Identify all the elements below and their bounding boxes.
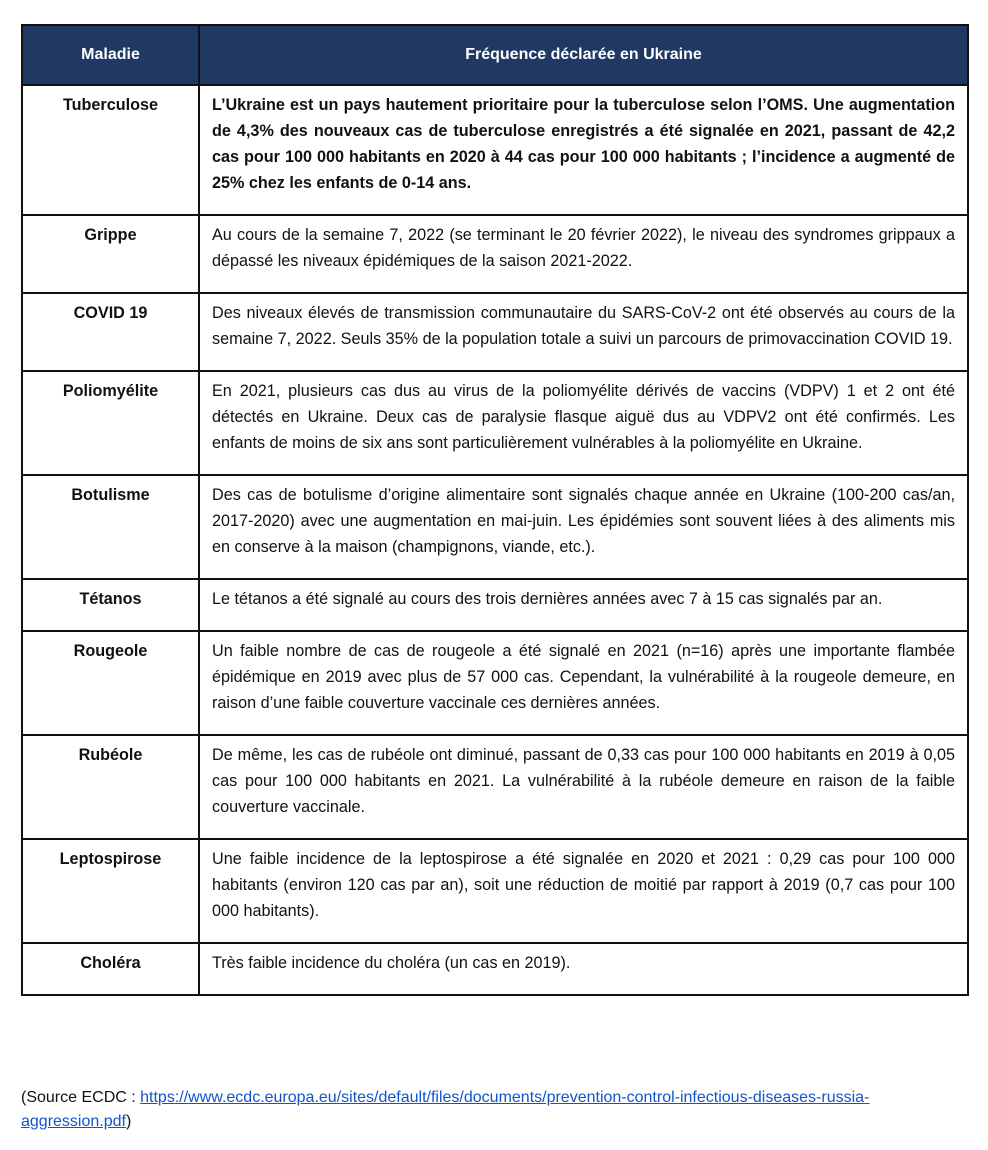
- source-prefix: (Source ECDC :: [21, 1089, 141, 1106]
- table-row: [22, 293, 968, 371]
- table-row: [22, 735, 968, 839]
- disease-description: Des cas de botulisme d’origine alimentaire sont signalés chaque année en Ukraine (100-200 cas/an, 2017-2020) avec une augmentation en mai-juin. Les épidémies sont souvent liées à des aliments mis en conserve à la maison (champignons, viande, etc.).: [199, 475, 968, 579]
- table-row: [22, 215, 968, 293]
- disease-description: Une faible incidence de la leptospirose a été signalée en 2020 et 2021 : 0,29 cas pour 100 000 habitants (environ 120 cas par an), soit une réduction de moitié par rapport à 2019 (0,7 cas pour 100 000 habitants).: [199, 839, 968, 943]
- header-disease: Maladie: [22, 25, 199, 85]
- disease-description: L’Ukraine est un pays hautement prioritaire pour la tuberculose selon l’OMS. Une augmentation de 4,3% des nouveaux cas de tuberculose enregistrés a été signalée en 2021, passant de 42,2 cas pour 100 000 habitants en 2020 à 44 cas pour 100 000 habitants ; l’incidence a augmenté de 25% chez les enfants de 0-14 ans.: [199, 85, 968, 215]
- disease-description: Très faible incidence du choléra (un cas en 2019).: [199, 943, 968, 995]
- table-row: [22, 475, 968, 579]
- disease-description: De même, les cas de rubéole ont diminué, passant de 0,33 cas pour 100 000 habitants en 2019 à 0,05 cas pour 100 000 habitants en 2021. La vulnérabilité à la rubéole demeure en raison de la faible couverture vaccinale.: [199, 735, 968, 839]
- table-row: [22, 943, 968, 995]
- disease-description: Un faible nombre de cas de rougeole a été signalé en 2021 (n=16) après une importante flambée épidémique en 2019 avec plus de 57 000 cas. Cependant, la vulnérabilité à la rougeole demeure, en raison d’une faible couverture vaccinale ces dernières années.: [199, 631, 968, 735]
- disease-description: Des niveaux élevés de transmission communautaire du SARS-CoV-2 ont été observés au cours de la semaine 7, 2022. Seuls 35% de la population totale a suivi un parcours de primovaccination COVID 19.: [199, 293, 968, 371]
- disease-frequency-table: [21, 24, 969, 996]
- disease-name: Tuberculose: [22, 85, 199, 215]
- disease-description: Le tétanos a été signalé au cours des trois dernières années avec 7 à 15 cas signalés par an.: [199, 579, 968, 631]
- source-note: [21, 1086, 967, 1134]
- disease-name: Tétanos: [22, 579, 199, 631]
- header-frequency: Fréquence déclarée en Ukraine: [199, 25, 968, 85]
- disease-name: Rubéole: [22, 735, 199, 839]
- disease-name: Botulisme: [22, 475, 199, 579]
- source-link[interactable]: https://www.ecdc.europa.eu/sites/default/files/documents/prevention-control-infectious-diseases-russia-aggression.pdf: [21, 1089, 870, 1130]
- table-row: [22, 579, 968, 631]
- disease-name: Grippe: [22, 215, 199, 293]
- disease-name: Leptospirose: [22, 839, 199, 943]
- table-row: [22, 85, 968, 215]
- table-row: [22, 839, 968, 943]
- table-header-row: [22, 25, 968, 85]
- disease-name: Choléra: [22, 943, 199, 995]
- table-row: [22, 371, 968, 475]
- disease-name: COVID 19: [22, 293, 199, 371]
- source-suffix: ): [125, 1113, 132, 1130]
- disease-description: En 2021, plusieurs cas dus au virus de la poliomyélite dérivés de vaccins (VDPV) 1 et 2 ont été détectés en Ukraine. Deux cas de paralysie flasque aiguë dus au VDPV2 ont été confirmés. Les enfants de moins de six ans sont particulièrement vulnérables à la poliomyélite en Ukraine.: [199, 371, 968, 475]
- disease-name: Rougeole: [22, 631, 199, 735]
- disease-name: Poliomyélite: [22, 371, 199, 475]
- disease-description: Au cours de la semaine 7, 2022 (se terminant le 20 février 2022), le niveau des syndromes grippaux a dépassé les niveaux épidémiques de la saison 2021-2022.: [199, 215, 968, 293]
- table-row: [22, 631, 968, 735]
